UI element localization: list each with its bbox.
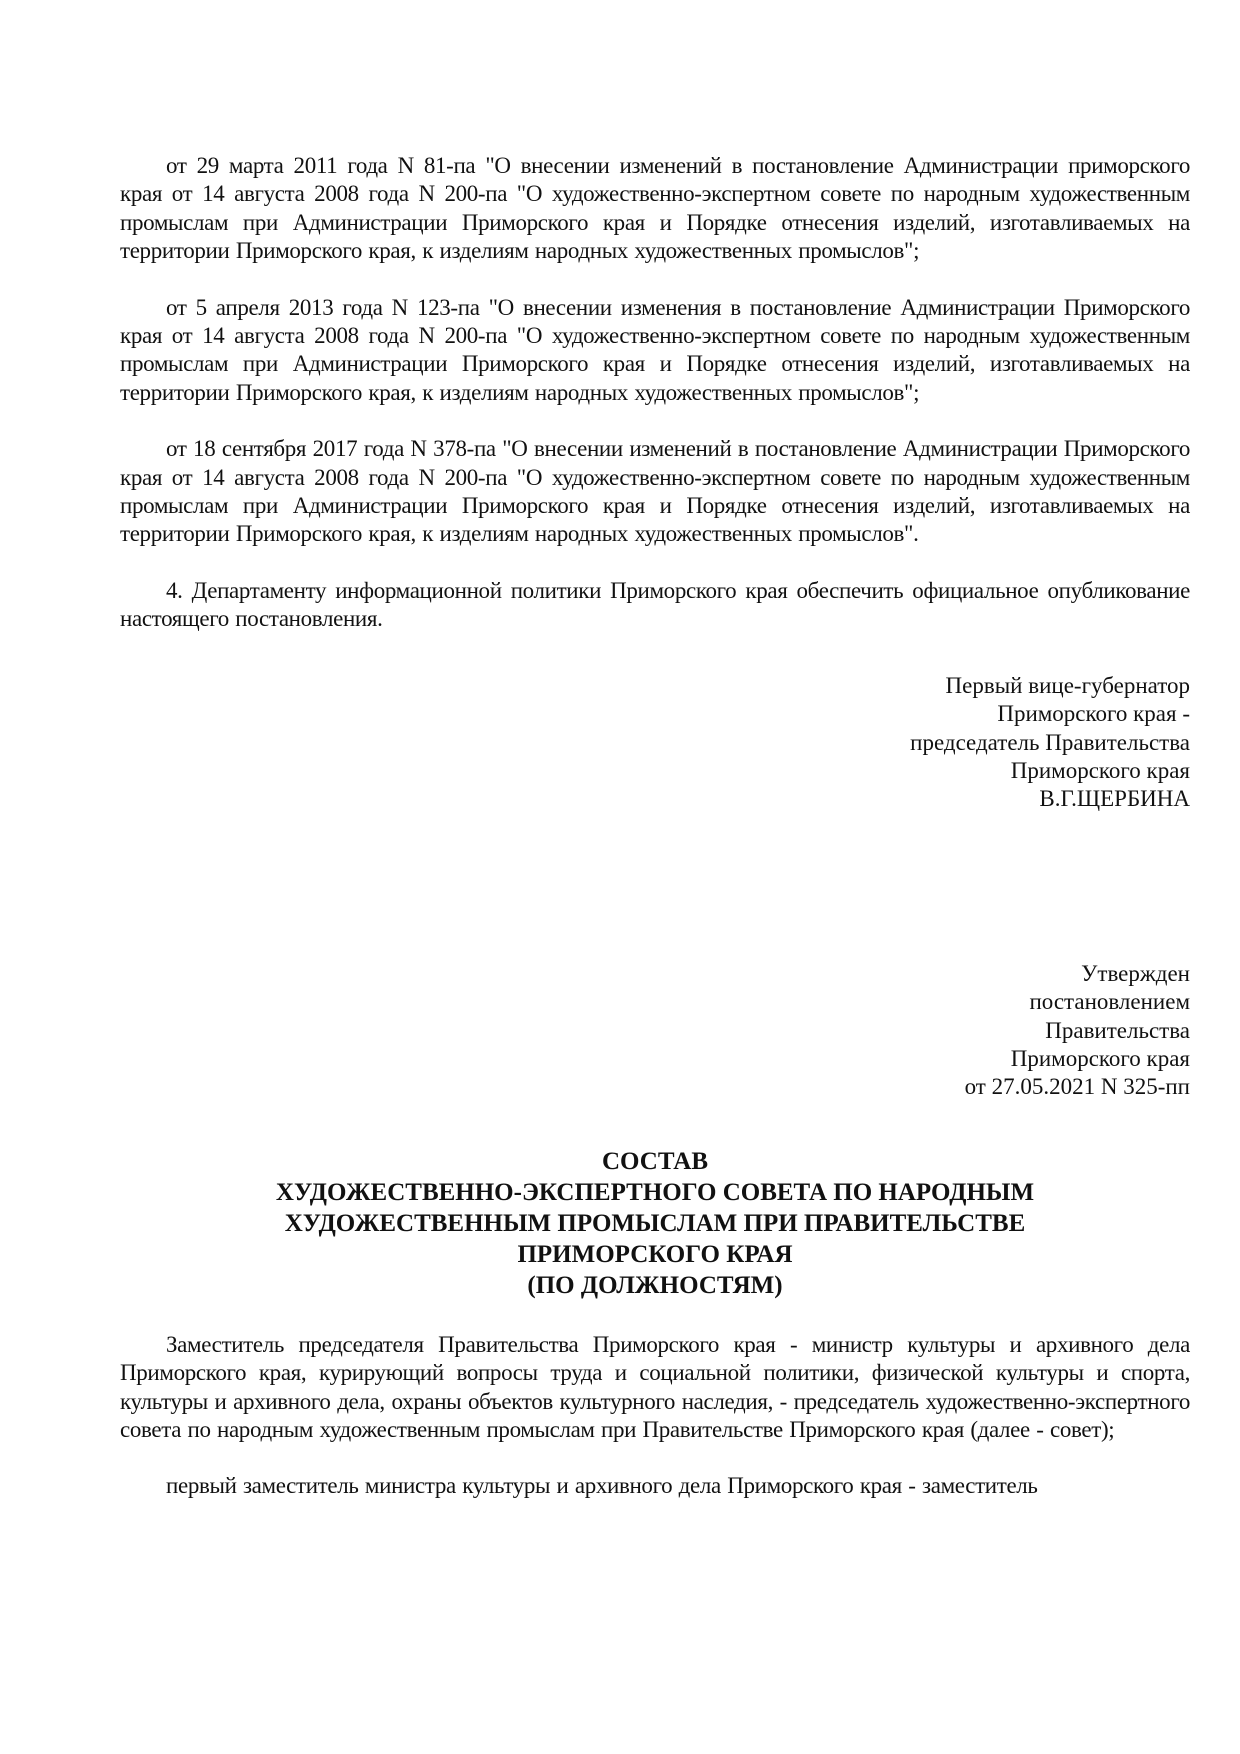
publication-clause: 4. Департаменту информационной политики Приморского края обеспечить официальное опубликование настоящего постановления. <box>120 577 1190 632</box>
document-page <box>120 152 1190 1529</box>
signature-block <box>120 672 1190 814</box>
title-line: ПРИМОРСКОГО КРАЯ <box>517 1240 793 1268</box>
title-line: СОСТАВ <box>601 1147 709 1175</box>
signature-title-line: председатель Правительства <box>910 729 1190 755</box>
approval-reference: от 27.05.2021 N 325-пп <box>964 1074 1190 1100</box>
title-line: (ПО ДОЛЖНОСТЯМ) <box>527 1271 783 1299</box>
approval-block <box>120 960 1190 1102</box>
approval-line: Утвержден <box>1081 960 1190 986</box>
approval-line: Приморского края <box>1010 1045 1190 1071</box>
approval-line: постановлением <box>1029 989 1190 1015</box>
amendment-paragraph-2013: от 5 апреля 2013 года N 123-па "О внесении изменения в постановление Администрации Приморского края от 14 августа 2008 года N 200-па "О художественно-экспертном совете по народным художественным промыслам при Администрации Приморского края и Порядке отнесения изделий, изготавливаемых на территории Приморского края, к изделиям народных художественных промыслов"; <box>120 294 1190 405</box>
approval-line: Правительства <box>1045 1017 1190 1043</box>
signature-title-line: Приморского края <box>1010 757 1190 783</box>
composition-chairman: Заместитель председателя Правительства Приморского края - министр культуры и архивного дела Приморского края, курирующий вопросы труда и социальной политики, физической культуры и спорта, культуры и архивного дела, охраны объектов культурного наследия, - председатель художественно-экспертного совета по народным художественным промыслам при Правительстве Приморского края (далее - совет); <box>120 1331 1190 1442</box>
composition-deputy: первый заместитель министра культуры и архивного дела Приморского края - заместитель <box>166 1473 1038 1499</box>
amendment-paragraph-2017: от 18 сентября 2017 года N 378-па "О внесении изменений в постановление Администрации Приморского края от 14 августа 2008 года N 200-па "О художественно-экспертном совете по народным художественным промыслам при Администрации Приморского края и Порядке отнесения изделий, изготавливаемых на территории Приморского края, к изделиям народных художественных промыслов". <box>120 436 1190 547</box>
signatory-name: В.Г.ЩЕРБИНА <box>1039 786 1190 812</box>
amendment-paragraph-2011: от 29 марта 2011 года N 81-па "О внесении изменений в постановление Администрации приморского края от 14 августа 2008 года N 200-па "О художественно-экспертном совете по народным художественным промыслам при Администрации Приморского края и Порядке отнесения изделий, изготавливаемых на территории Приморского края, к изделиям народных художественных промыслов"; <box>120 153 1190 264</box>
composition-title <box>120 1146 1190 1301</box>
title-line: ХУДОЖЕСТВЕННО-ЭКСПЕРТНОГО СОВЕТА ПО НАРОДНЫМ <box>275 1178 1035 1206</box>
title-line: ХУДОЖЕСТВЕННЫМ ПРОМЫСЛАМ ПРИ ПРАВИТЕЛЬСТВЕ <box>284 1209 1026 1237</box>
signature-title-line: Приморского края - <box>997 701 1190 727</box>
signature-title-line: Первый вице-губернатор <box>945 672 1190 698</box>
